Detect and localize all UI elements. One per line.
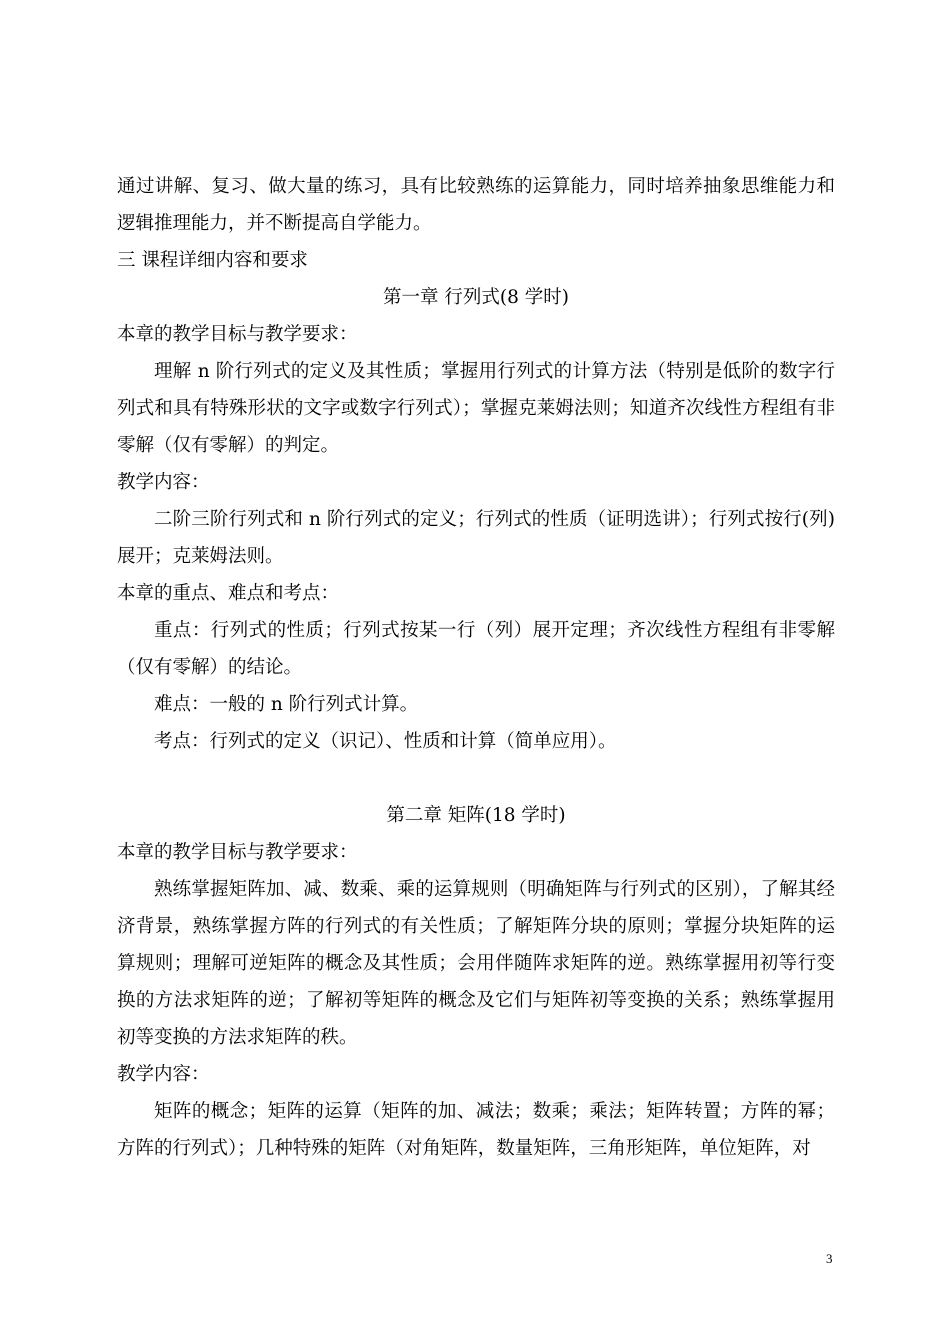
paragraph-keypoints: 重点：行列式的性质；行列式按某一行（列）展开定理；齐次线性方程组有非零解（仅有零解）的结论。: [117, 620, 835, 678]
paragraph-exam-points: 考点：行列式的定义（识记）、性质和计算（简单应用）。: [154, 731, 617, 752]
paragraph-goals-2: 熟练掌握矩阵加、减、数乘、乘的运算规则（明确矩阵与行列式的区别），了解其经济背景，熟练掌握方阵的行列式的有关性质；了解矩阵分块的原则；掌握分块矩阵的运算规则；理解可逆矩阵的概念及其性质；会用伴随阵求矩阵的逆。熟练掌握用初等行变换的方法求矩阵的逆；了解初等矩阵的概念及它们与矩阵初等变换的关系；熟练掌握用初等变换的方法求矩阵的秩。: [117, 879, 835, 1048]
chapter-1-title: 第一章 行列式(8 学时): [383, 287, 569, 308]
paragraph-goals: 理解 n 阶行列式的定义及其性质；掌握用行列式的计算方法（特别是低阶的数字行列式和具有特殊形状的文字或数字行列式）；掌握克莱姆法则；知道齐次线性方程组有非零解（仅有零解）的判定。: [117, 361, 835, 456]
subheading-goals-2: 本章的教学目标与教学要求：: [117, 842, 358, 863]
subheading-content: 教学内容：: [117, 472, 210, 493]
subheading-keypoints: 本章的重点、难点和考点：: [117, 583, 340, 604]
paragraph-content: 二阶三阶行列式和 n 阶行列式的定义；行列式的性质（证明选讲）；行列式按行(列)展开；克莱姆法则。: [117, 509, 835, 567]
spacer: [117, 760, 835, 797]
paragraph-content-2: 矩阵的概念；矩阵的运算（矩阵的加、减法；数乘；乘法；矩阵转置；方阵的幂；方阵的行列式）；几种特殊的矩阵（对角矩阵，数量矩阵，三角形矩阵，单位矩阵，对: [117, 1101, 835, 1159]
subheading-goals: 本章的教学目标与教学要求：: [117, 324, 358, 345]
paragraph-difficulties: 难点：一般的 n 阶行列式计算。: [154, 694, 419, 715]
paragraph-continuation: 通过讲解、复习、做大量的练习，具有比较熟练的运算能力，同时培养抽象思维能力和逻辑推理能力，并不断提高自学能力。: [117, 176, 835, 234]
section-heading: 三 课程详细内容和要求: [117, 250, 308, 271]
chapter-2-title: 第二章 矩阵(18 学时): [386, 805, 566, 826]
page-body: [117, 168, 835, 1167]
page-number: 3: [826, 1251, 833, 1266]
subheading-content-2: 教学内容：: [117, 1064, 210, 1085]
